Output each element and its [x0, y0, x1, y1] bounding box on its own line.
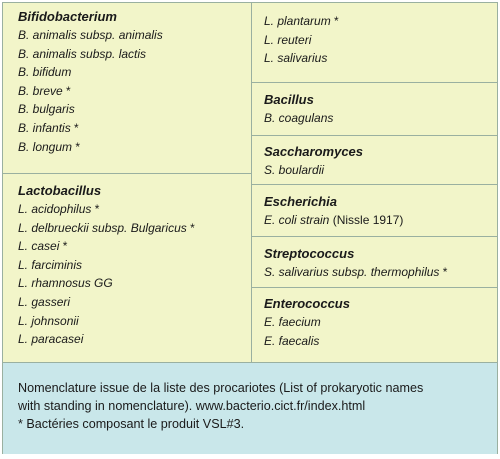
group-streptococcus — [252, 238, 497, 288]
species-grid — [3, 3, 497, 362]
species-item: B. longum * — [18, 139, 81, 154]
species-item: L. reuteri — [264, 32, 312, 47]
species-item: L. delbrueckii subsp. Bulgaricus * — [18, 220, 195, 235]
species-item: E. faecium — [264, 315, 321, 329]
species-item: B. bulgaris — [18, 102, 75, 117]
group-title: Bacillus — [264, 92, 314, 107]
lactobacillus-continued — [252, 3, 497, 83]
probiotics-table — [2, 2, 498, 454]
species-item: L. plantarum * — [264, 14, 339, 28]
group-title: Streptococcus — [264, 246, 355, 261]
group-title: Escherichia — [264, 194, 337, 209]
species-item: B. animalis subsp. lactis — [18, 46, 147, 61]
species-item: S. salivarius subsp. thermophilus * — [264, 265, 448, 279]
footnote-line: with standing in nomenclature). www.bacterio.cict.fr/index.html — [18, 399, 366, 413]
group-title: Saccharomyces — [264, 144, 364, 159]
group-title: Enterococcus — [264, 296, 350, 311]
species-item: L. paracasei — [18, 332, 84, 347]
group-bacillus — [252, 84, 497, 136]
group-title: Lactobacillus — [18, 183, 102, 198]
species-item: B. animalis subsp. animalis — [18, 28, 163, 42]
group-bifidobacterium — [3, 3, 251, 174]
species-item: L. farciminis — [18, 257, 83, 272]
species-item: E. faecalis — [264, 333, 320, 348]
species-item: L. rhamnosus GG — [18, 276, 113, 291]
footnote-line: Nomenclature issue de la liste des procariotes (List of prokaryotic names — [18, 381, 424, 395]
left-column — [3, 3, 252, 362]
species-item: L. salivarius — [264, 51, 328, 66]
group-saccharomyces — [252, 137, 497, 185]
species-item: B. bifidum — [18, 65, 72, 80]
group-title: Bifidobacterium — [18, 9, 117, 24]
species-item: L. gasseri — [18, 294, 71, 309]
group-lactobacillus — [3, 175, 251, 362]
species-item: B. coagulans — [264, 111, 334, 125]
species-item: E. coli strain (Nissle 1917) — [264, 213, 404, 227]
species-item: B. infantis * — [18, 120, 79, 135]
species-item: B. breve * — [18, 83, 71, 98]
right-column — [252, 3, 497, 362]
group-escherichia — [252, 186, 497, 237]
species-item: L. acidophilus * — [18, 202, 100, 216]
footnote-panel — [3, 362, 497, 454]
species-item: L. casei * — [18, 239, 68, 254]
species-item: L. johnsonii — [18, 313, 79, 328]
species-item: S. boulardii — [264, 163, 325, 177]
footnote-line: * Bactéries composant le produit VSL#3. — [18, 417, 245, 431]
group-enterococcus — [252, 289, 497, 362]
